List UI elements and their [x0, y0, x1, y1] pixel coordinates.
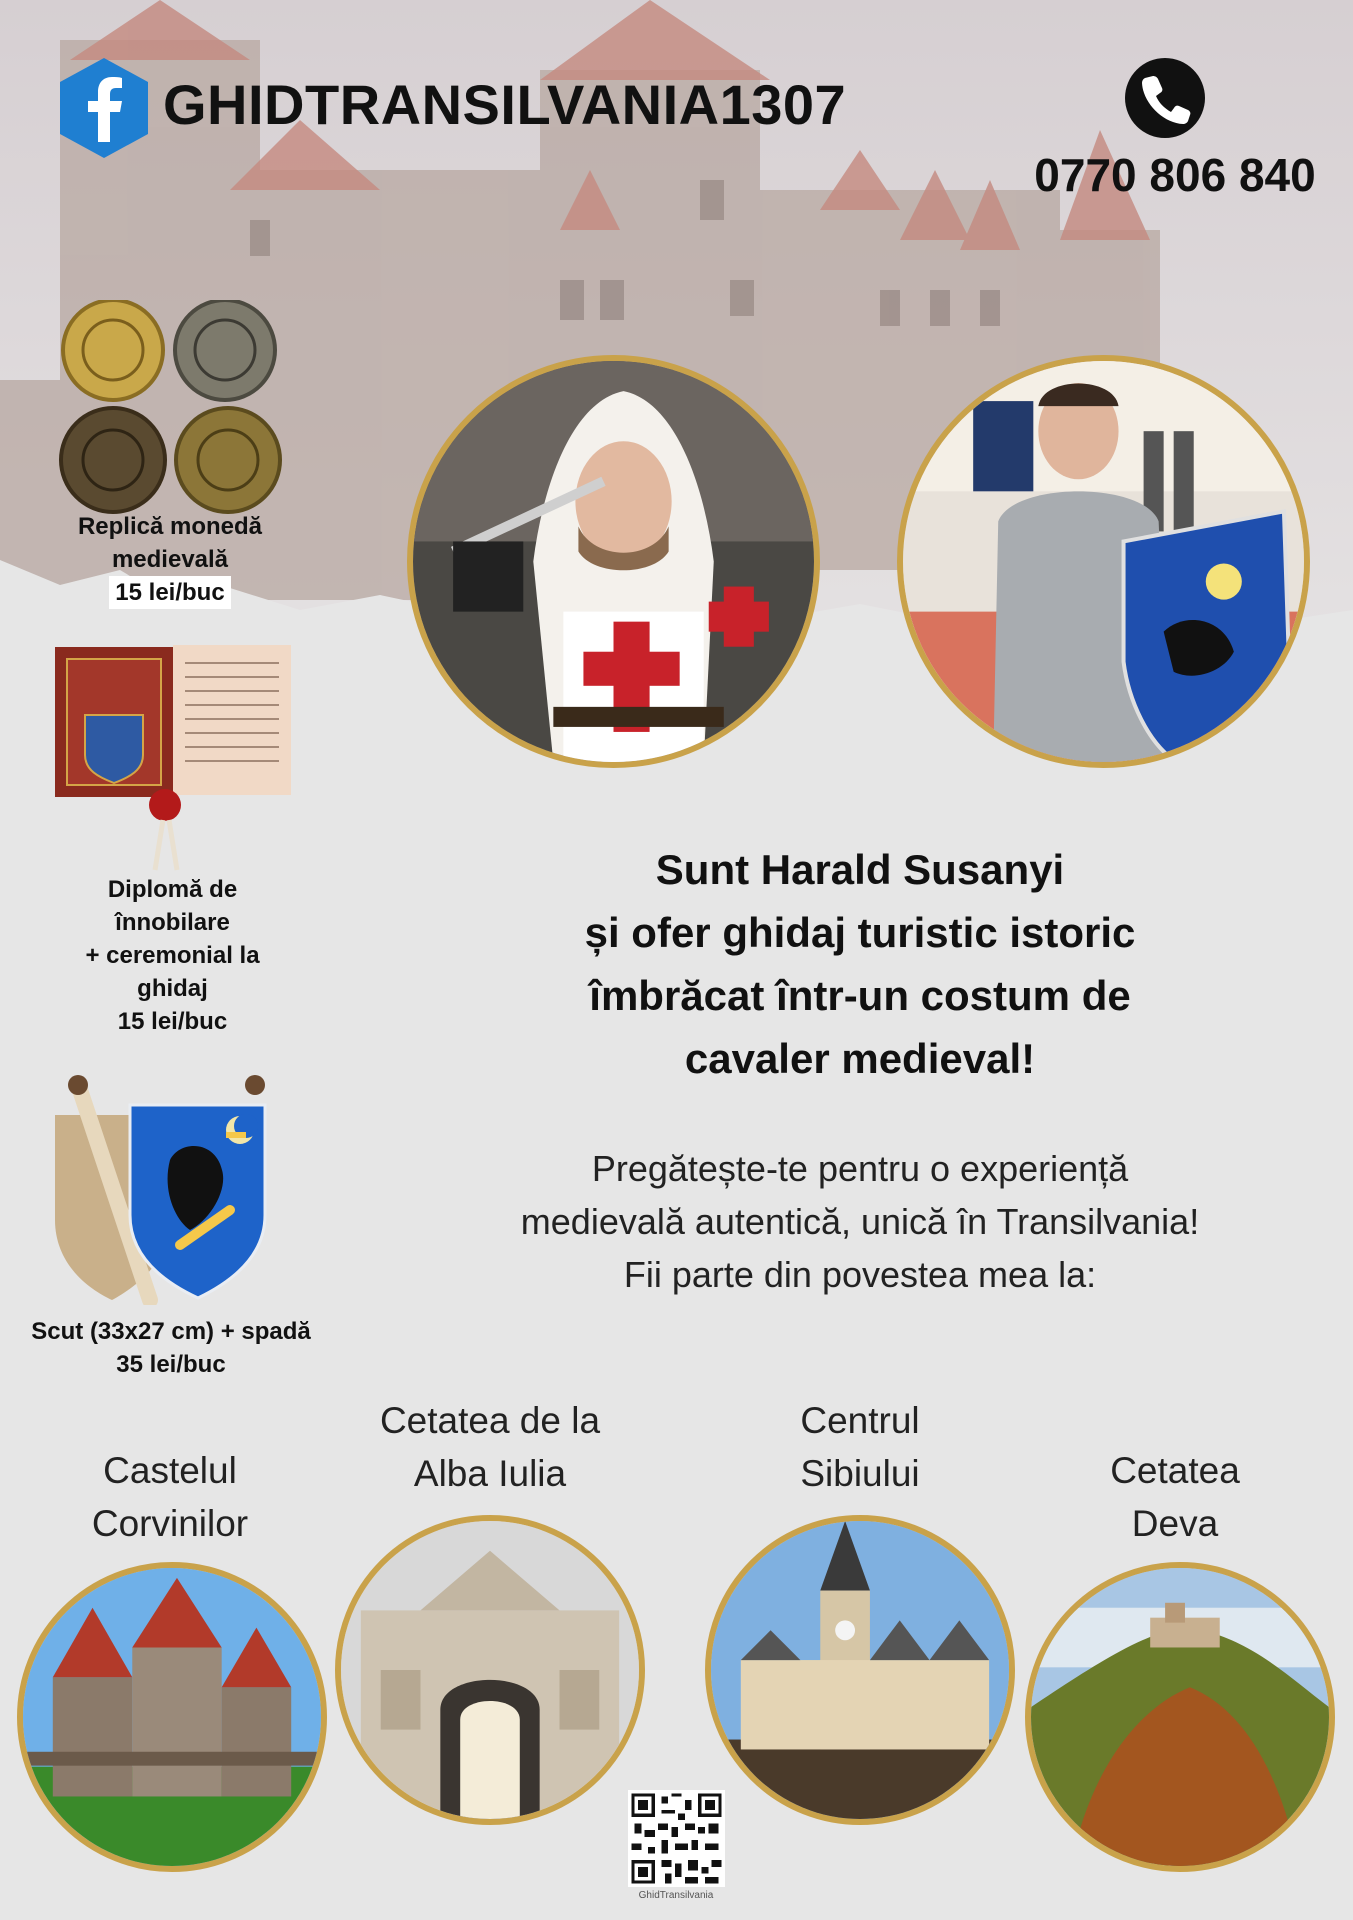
diploma-product-line: înnobilare — [115, 909, 230, 936]
templar-knight-photo — [407, 355, 820, 768]
shield-price: 35 lei/buc — [116, 1351, 226, 1378]
intro-line: Pregătește-te pentru o experiență — [591, 1148, 1129, 1189]
location-label-line: Sibiului — [800, 1453, 920, 1494]
sibiu-church-photo — [705, 1515, 1015, 1825]
nobility-diploma-image — [55, 645, 291, 875]
headline-line: și ofer ghidaj turistic istoric — [584, 909, 1136, 956]
coin-product-line: medievală — [111, 546, 229, 573]
shield-sword-image — [50, 1070, 275, 1305]
qr-code[interactable] — [628, 1790, 725, 1887]
headline-line: Sunt Harald Susanyi — [655, 846, 1065, 893]
shield-product-label — [10, 1315, 332, 1381]
location-label-line: Alba Iulia — [413, 1453, 567, 1494]
intro-line: medievală autentică, unică în Transilvania! — [520, 1201, 1200, 1242]
diploma-price: 15 lei/buc — [117, 1008, 228, 1035]
diploma-product-line: Diplomă de — [107, 876, 238, 903]
diploma-product-line: + ceremonial la — [85, 942, 260, 969]
deva-fortress-photo — [1025, 1562, 1335, 1872]
location-label-sibiu — [720, 1394, 1000, 1500]
corvin-castle-photo — [17, 1562, 327, 1872]
location-label-line: Corvinilor — [91, 1503, 249, 1544]
diploma-product-line: ghidaj — [137, 975, 208, 1002]
intro-line: Fii parte din povestea mea la: — [623, 1254, 1097, 1295]
qr-caption: GhidTransilvania — [638, 1890, 714, 1901]
coin-product-line: Replică monedă — [77, 513, 263, 540]
facebook-handle[interactable]: GHIDTRANSILVANIA1307 — [163, 73, 847, 136]
diploma-product-label — [50, 873, 295, 1038]
medieval-coins-image — [58, 300, 286, 515]
armored-knight-photo — [897, 355, 1310, 768]
headline — [470, 838, 1250, 1090]
phone-icon[interactable] — [1125, 58, 1205, 138]
phone-number[interactable]: 0770 806 840 — [1034, 149, 1316, 201]
location-label-line: Castelul — [103, 1450, 237, 1491]
location-label-line: Cetatea de la — [379, 1400, 601, 1441]
location-label-line: Centrul — [800, 1400, 920, 1441]
headline-line: îmbrăcat într-un costum de — [589, 972, 1131, 1019]
location-label-deva — [1040, 1444, 1310, 1550]
location-label-line: Cetatea — [1110, 1450, 1240, 1491]
coin-price: 15 lei/buc — [109, 576, 230, 609]
location-label-corvinilor — [40, 1444, 300, 1550]
shield-product-line: Scut (33x27 cm) + spadă — [31, 1318, 311, 1345]
coin-product-label — [40, 510, 300, 609]
facebook-icon[interactable] — [58, 56, 150, 160]
headline-line: cavaler medieval! — [684, 1035, 1036, 1082]
alba-iulia-gate-photo — [335, 1515, 645, 1825]
location-label-alba-iulia — [340, 1394, 640, 1500]
location-label-line: Deva — [1131, 1503, 1219, 1544]
intro-text — [440, 1142, 1280, 1301]
